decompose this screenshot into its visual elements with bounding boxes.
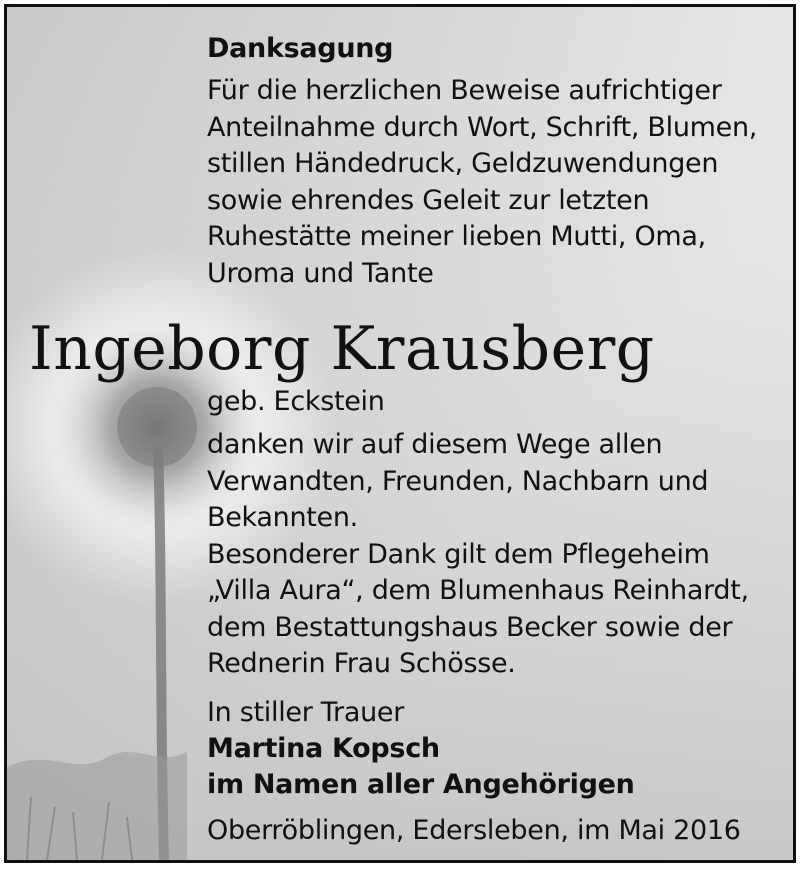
thanks-line: Besonderer Dank gilt dem Pflegeheim — [207, 538, 710, 570]
mourning-phrase: In stiller Trauer — [207, 697, 405, 728]
thanks-line: Bekannten. — [207, 502, 358, 533]
heading: Danksagung — [207, 33, 394, 64]
thanks-line: danken wir auf diesem Wege allen — [207, 429, 663, 460]
intro-line: Uroma und Tante — [207, 257, 434, 289]
birth-name: geb. Eckstein — [207, 386, 385, 417]
intro-line: stillen Händedruck, Geldzuwendungen — [207, 148, 719, 179]
thanks-line: Verwandten, Freunden, Nachbarn und — [207, 465, 709, 497]
intro-text — [207, 73, 757, 292]
thanks-line: Rednerin Frau Schösse. — [207, 648, 516, 679]
intro-line: Anteilnahme durch Wort, Schrift, Blumen, — [207, 111, 758, 143]
thanks-line: „Villa Aura“, dem Blumenhaus Reinhardt, — [207, 575, 749, 606]
thanks-line: dem Bestattungshaus Becker sowie der — [207, 611, 733, 643]
deceased-name: Ingeborg Krausberg — [29, 314, 655, 384]
signatory-note: im Namen aller Angehörigen — [207, 769, 635, 800]
signatory-name: Martina Kopsch — [207, 733, 440, 764]
intro-line: sowie ehrendes Geleit zur letzten — [207, 184, 650, 216]
intro-line: Für die herzlichen Beweise aufrichtiger — [207, 75, 722, 106]
place-date: Oberröblingen, Edersleben, im Mai 2016 — [207, 815, 741, 846]
obituary-card — [4, 4, 796, 863]
thanks-text — [207, 427, 749, 683]
intro-line: Ruhestätte meiner lieben Mutti, Oma, — [207, 221, 706, 252]
